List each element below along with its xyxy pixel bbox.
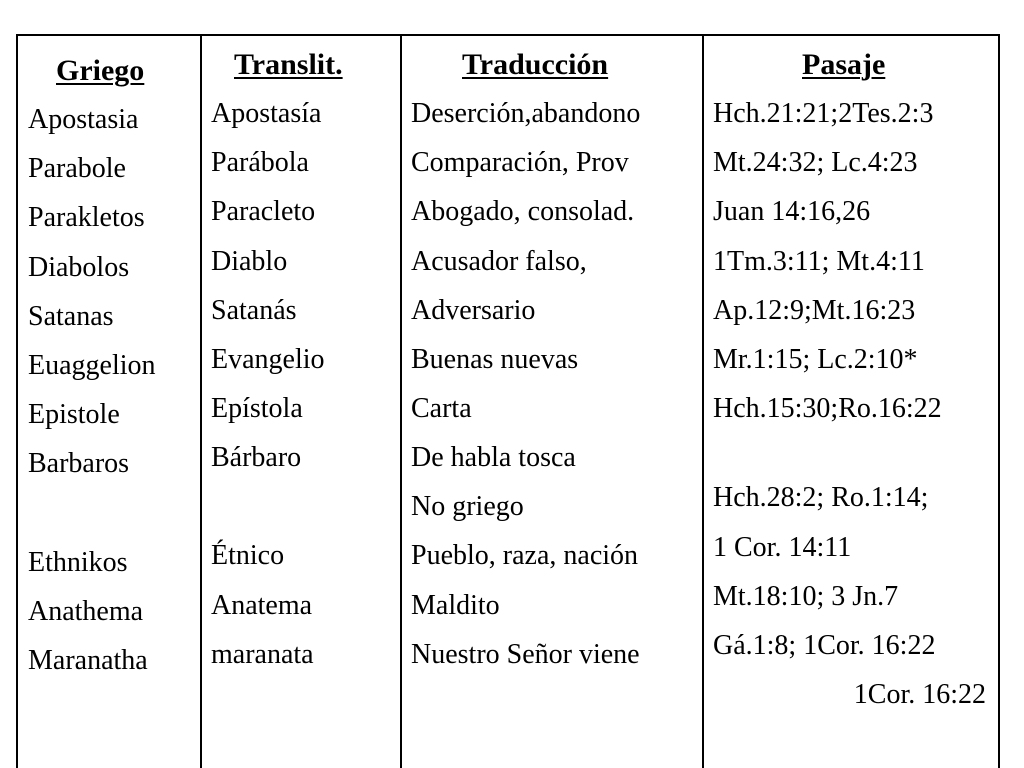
cell-griego: Satanas (28, 301, 114, 332)
cell-pasaje: Hch.21:21;2Tes.2:3 (713, 98, 934, 129)
cell-griego: Epistole (28, 399, 120, 430)
header-translit: Translit. (234, 48, 343, 81)
header-griego: Griego (56, 54, 145, 87)
cell-griego: Barbaros (28, 448, 130, 479)
cell-pasaje: Ap.12:9;Mt.16:23 (713, 295, 916, 326)
cell-traduccion: Pueblo, raza, nación (411, 540, 639, 571)
cell-traduccion: Nuestro Señor viene (411, 639, 640, 670)
cell-traduccion: Deserción,abandono (411, 98, 641, 129)
cell-griego: Parakletos (28, 202, 145, 233)
cell-pasaje: 1 Cor. 14:11 (713, 532, 852, 563)
cell-translit: Epístola (211, 393, 303, 424)
cell-traduccion: Acusador falso, (411, 246, 587, 277)
cell-translit: Parábola (211, 147, 309, 178)
cell-griego: Diabolos (28, 252, 130, 283)
cell-griego: Anathema (28, 596, 144, 627)
cell-pasaje: Hch.28:2; Ro.1:14; (713, 482, 929, 513)
cell-griego: Euaggelion (28, 350, 156, 381)
cell-translit: Satanás (211, 295, 297, 326)
cell-traduccion: Carta (411, 393, 472, 424)
cell-pasaje: Mt.18:10; 3 Jn.7 (713, 581, 899, 612)
cell-translit: Paracleto (211, 196, 316, 227)
cell-translit: Evangelio (211, 344, 325, 375)
cell-pasaje: 1Cor. 16:22 (853, 679, 986, 710)
cell-griego: Maranatha (28, 645, 148, 676)
cell-translit: Étnico (211, 540, 285, 571)
cell-griego: Parabole (28, 153, 126, 184)
cell-pasaje: Hch.15:30;Ro.16:22 (713, 393, 942, 424)
cell-translit: Diablo (211, 246, 288, 277)
cell-translit: maranata (211, 639, 314, 670)
column-pasaje (704, 36, 998, 768)
cell-traduccion: Abogado, consolad. (411, 196, 635, 227)
cell-pasaje: Juan 14:16,26 (713, 196, 871, 227)
cell-traduccion: Adversario (411, 295, 536, 326)
column-translit (202, 36, 402, 768)
cell-translit: Apostasía (211, 98, 322, 129)
cell-pasaje: Mt.24:32; Lc.4:23 (713, 147, 918, 178)
column-griego (18, 36, 202, 768)
cell-traduccion: Maldito (411, 590, 500, 621)
cell-traduccion: No griego (411, 491, 524, 522)
cell-traduccion: Comparación, Prov (411, 147, 629, 178)
cell-translit: Anatema (211, 590, 313, 621)
column-traduccion (402, 36, 704, 768)
cell-traduccion: Buenas nuevas (411, 344, 579, 375)
cell-griego: Apostasia (28, 104, 139, 135)
header-traduccion: Traducción (462, 48, 609, 81)
cell-pasaje: Mr.1:15; Lc.2:10* (713, 344, 918, 375)
cell-pasaje: Gá.1:8; 1Cor. 16:22 (713, 630, 936, 661)
cell-pasaje: 1Tm.3:11; Mt.4:11 (713, 246, 925, 277)
cell-griego: Ethnikos (28, 547, 128, 578)
cell-translit: Bárbaro (211, 442, 302, 473)
vocabulary-table (16, 34, 1000, 768)
cell-traduccion: De habla tosca (411, 442, 576, 473)
header-pasaje: Pasaje (802, 48, 886, 81)
